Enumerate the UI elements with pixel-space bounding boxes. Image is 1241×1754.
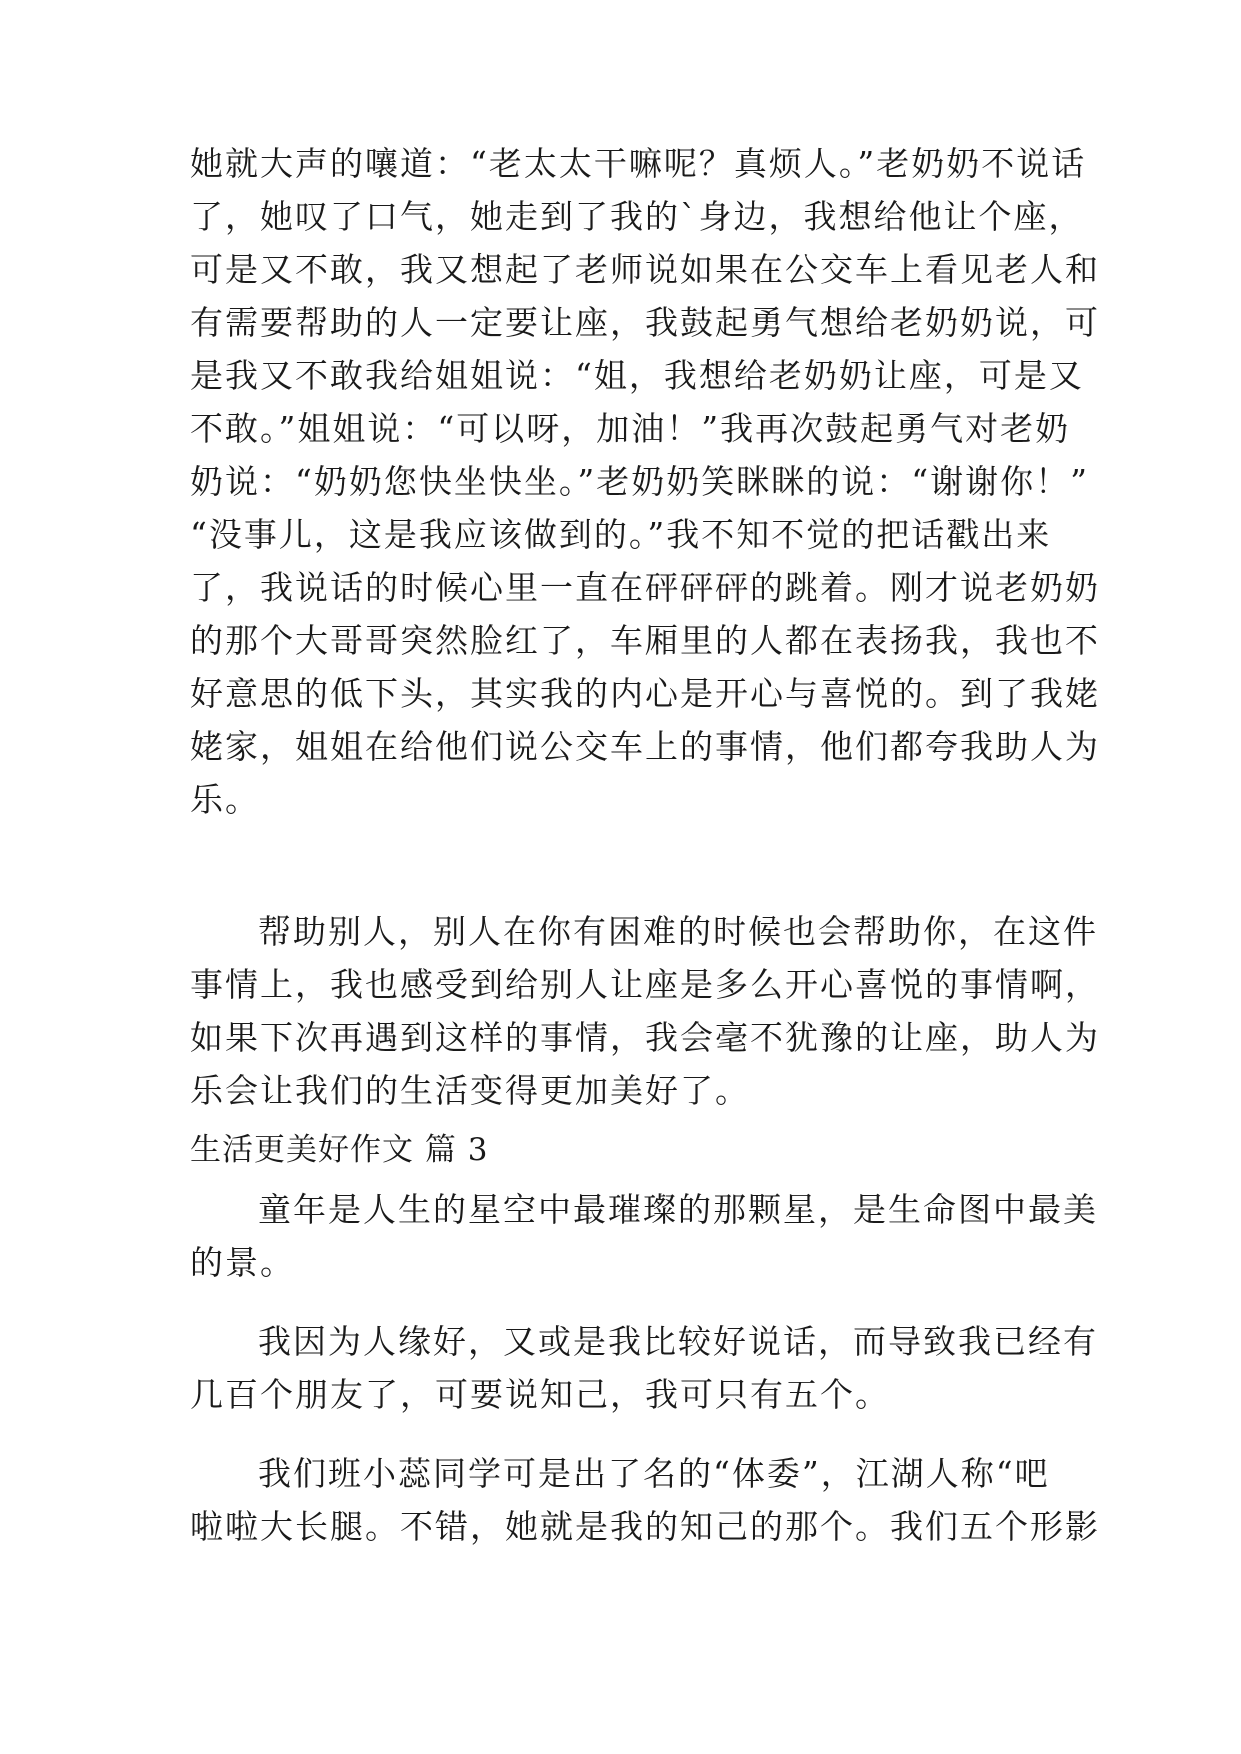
paragraph-1-line-2: 了，她叹了口气，她走到了我的`身边，我想给他让个座， (190, 197, 1084, 236)
paragraph-2-line-4: 乐会让我们的生活变得更加美好了。 (190, 1071, 750, 1110)
paragraph-1-line-10: 的那个大哥哥突然脸红了，车厢里的人都在表扬我，我也不 (190, 621, 1100, 660)
paragraph-5-line-1: 我们班小蕊同学可是出了名的“体委”，江湖人称“吧 (258, 1454, 1050, 1493)
paragraph-1-line-11: 好意思的低下头，其实我的内心是开心与喜悦的。到了我姥 (190, 674, 1100, 713)
paragraph-1-line-7: 奶说：“奶奶您快坐快坐。”老奶奶笑眯眯的说：“谢谢你！” (190, 462, 1089, 501)
paragraph-3-line-1: 童年是人生的星空中最璀璨的那颗星，是生命图中最美 (258, 1190, 1098, 1229)
section-heading: 生活更美好作文 篇 3 (190, 1132, 489, 1168)
paragraph-1-line-12: 姥家，姐姐在给他们说公交车上的事情，他们都夸我助人为 (190, 727, 1100, 766)
paragraph-1-line-9: 了，我说话的时候心里一直在砰砰砰的跳着。刚才说老奶奶 (190, 568, 1100, 607)
paragraph-3-line-2: 的景。 (190, 1243, 295, 1282)
paragraph-2-line-1: 帮助别人，别人在你有困难的时候也会帮助你，在这件 (258, 912, 1098, 951)
paragraph-1-line-8: “没事儿，这是我应该做到的。”我不知不觉的把话戳出来 (190, 515, 1052, 554)
paragraph-1-line-5: 是我又不敢我给姐姐说：“姐，我想给老奶奶让座，可是又 (190, 356, 1084, 395)
paragraph-1-line-6: 不敢。”姐姐说：“可以呀，加油！”我再次鼓起勇气对老奶 (190, 409, 1071, 448)
paragraph-1-line-13: 乐。 (190, 780, 260, 819)
paragraph-4-line-1: 我因为人缘好，又或是我比较好说话，而导致我已经有 (258, 1322, 1098, 1361)
paragraph-1-line-1: 她就大声的嚷道：“老太太干嘛呢？真烦人。”老奶奶不说话 (190, 144, 1087, 183)
paragraph-1-line-3: 可是又不敢，我又想起了老师说如果在公交车上看见老人和 (190, 250, 1100, 289)
paragraph-1-line-4: 有需要帮助的人一定要让座，我鼓起勇气想给老奶奶说，可 (190, 303, 1100, 342)
paragraph-4-line-2: 几百个朋友了，可要说知己，我可只有五个。 (190, 1375, 890, 1414)
paragraph-2-line-3: 如果下次再遇到这样的事情，我会毫不犹豫的让座，助人为 (190, 1018, 1100, 1057)
paragraph-5-line-2: 啦啦大长腿。不错，她就是我的知己的那个。我们五个形影 (190, 1507, 1100, 1546)
paragraph-2-line-2: 事情上，我也感受到给别人让座是多么开心喜悦的事情啊， (190, 965, 1100, 1004)
